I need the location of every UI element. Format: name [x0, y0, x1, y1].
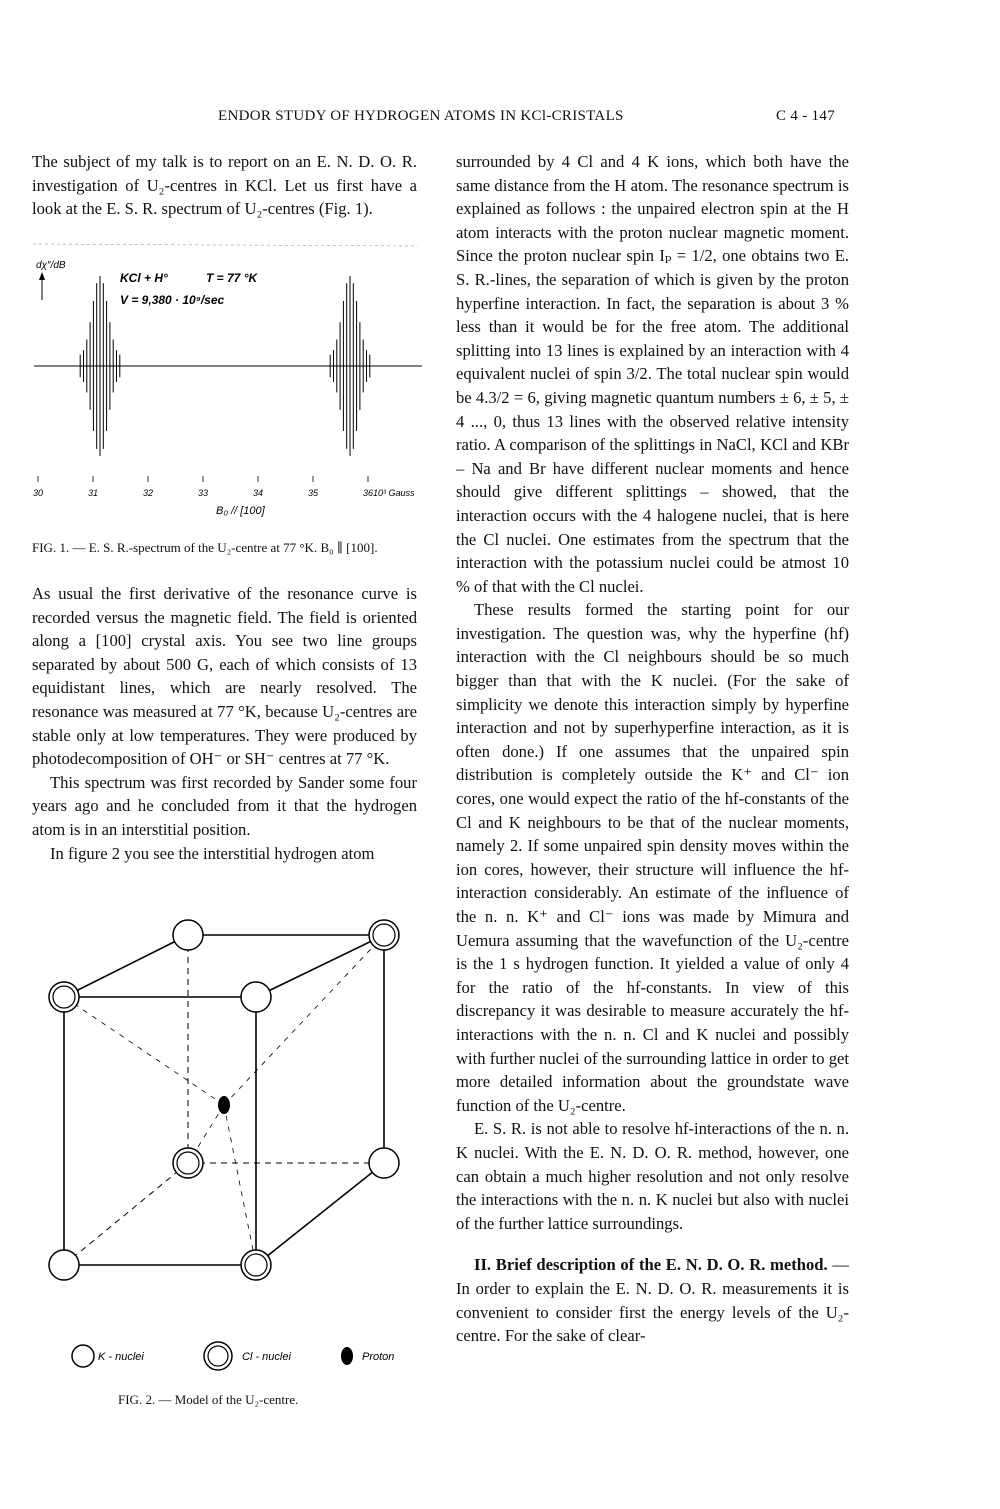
paragraph: This spectrum was first recorded by Sander some four years ago and he concluded from it that the hydrogen atom is in an interstitial position. [32, 772, 417, 839]
right-column [456, 150, 849, 1348]
cl-nucleus-circle [369, 1148, 399, 1178]
k-legend-label: K - nuclei [98, 1351, 144, 1363]
x-tick-label: 30 [33, 488, 44, 498]
field-orientation-label: B₀ // [100] [216, 505, 265, 517]
x-tick-label: 32 [143, 488, 154, 498]
figure2-legend [72, 1342, 394, 1370]
cl-nucleus-circle [49, 1250, 79, 1280]
cl-nucleus-circle [241, 982, 271, 1012]
page-number: C 4 - 147 [776, 108, 835, 124]
cl-nucleus-circle [173, 920, 203, 950]
running-title: ENDOR STUDY OF HYDROGEN ATOMS IN KCl-CRISTALS [218, 108, 624, 124]
field-axis-ticks [33, 476, 373, 498]
running-header [0, 108, 1000, 132]
left-column-intro [32, 150, 417, 221]
paragraph: The subject of my talk is to report on an E. N. D. O. R. investigation of U₂-centres in KCl. Let us first have a look at the E. S. R. spectrum of U₂-centres (Fig. 1). [32, 152, 417, 219]
paragraph: As usual the first derivative of the resonance curve is recorded versus the magnetic field. The field is oriented along a [100] crystal axis. You see two line groups separated by about 500 G, each of which consists of 13 equidistant lines, which are nearly resolved. The resonance was measured at 77 °K, because U₂-centres are stable only at low temperatures. They were produced by photodecomposition of OH⁻ or SH⁻ centres at 77 °K. [32, 584, 417, 769]
proton-legend-symbol [341, 1347, 353, 1365]
left-column-body [32, 582, 417, 865]
paragraph: In figure 2 you see the interstitial hydrogen atom [50, 843, 375, 863]
x-tick-label: 36 [363, 488, 374, 498]
frequency-label: V = 9,380 · 10⁹/sec [120, 293, 225, 307]
proton-legend-label: Proton [362, 1351, 395, 1363]
x-tick-label: 35 [308, 488, 319, 498]
figure2-caption: FIG. 2. — Model of the U₂-centre. [118, 1392, 299, 1407]
y-axis-label: dχ″/dB [36, 260, 66, 271]
x-tick-label: 34 [253, 488, 264, 498]
figure1-caption: FIG. 1. — E. S. R.-spectrum of the U₂-centre at 77 °K. B₀ ∥ [100]. [32, 540, 378, 555]
x-tick-label: 31 [88, 488, 99, 498]
proton-dot [218, 1096, 230, 1114]
paragraph: surrounded by 4 Cl and 4 K ions, which both have the same distance from the H atom. The resonance spectrum is explained as follows : the unpaired electron spin at the H atom interacts with the proton nuclear magnetic moment. Since the proton nuclear spin Iₚ = 1/2, one obtains two E. S. R.-lines, the separation of which is given by the proton hyperfine interaction. In fact, the separation is about 3 % less than it would be for the free atom. The additional splitting into 13 lines is explained by an interaction with 4 equivalent nuclei of spin 3/2. The total nuclear spin would be 4.3/2 = 6, giving magnetic quantum numbers ± 6, ± 5, ± 4 ..., 0, thus 13 lines with the observed relative intensity ratio. A comparison of the splittings in NaCl, KCl and KBr – Na and Br have different nuclear moments and hence should give different splittings – showed, that the interaction occurs with the 4 halogene nuclei, that is here the Cl nuclei. One estimates from the spectrum that the interaction with the potassium nuclei could be atmost 10 % of that with the Cl nuclei. [456, 152, 849, 596]
x-tick-label: 33 [198, 488, 209, 498]
paragraph: These results formed the starting point for our investigation. The question was, why the hyperfine (hf) interaction with the Cl neighbours should be so much bigger than that with the K nuclei. (For the sake of simplicity we denote this interaction simply by hyperfine interaction and not by superhyperfine interaction, as it is often done.) If one assumes that the unpaired spin distribution is completely outside the K⁺ and Cl⁻ ion cores, one would expect the ratio of the hf-constants of the Cl and K neighbours to be that of the nuclear moments, namely 2. If some unpaired spin density moves within the ion cores, however, their structure will influence the hf-interaction considerably. An estimate of the influence of the n. n. K⁺ and Cl⁻ ions was made by Mimura and Uemura assuming that the wavefunction of the U₂-centre is the 1 s hydrogen function. It yielded a value of only 4 for the ratio of the hf-constants. In view of this discrepancy it was desirable to measure accurately the hf-interactions with the n. n. Cl and K nuclei and possibly with further nuclei of the surrounding lattice in order to get more detailed information about the groundstate wave function of the U₂-centre. [456, 600, 849, 1115]
section-heading: II. Brief description of the E. N. D. O. R. method. [474, 1255, 828, 1275]
esr-spectrum-figure [28, 238, 422, 528]
u2-centre-model-figure [32, 905, 422, 1375]
section-heading-paragraph [456, 1253, 849, 1347]
section-text: — In order to explain the E. N. D. O. R. measurements it is convenient to consider first the energy levels of the U₂-centre. For the sake of clear- [456, 1255, 849, 1346]
x-axis-unit: 10³ Gauss [373, 488, 415, 498]
sample-label: KCl + H° [120, 271, 168, 285]
paragraph: E. S. R. is not able to resolve hf-interactions of the n. n. K nuclei. With the E. N. D. O. R. method, however, one can obtain a much higher resolution and not only resolve the interactions with the n. n. K nuclei but also with nuclei of the further lattice surroundings. [456, 1119, 849, 1233]
cl-legend-label: Cl - nuclei [242, 1351, 291, 1363]
k-legend-symbol [72, 1345, 94, 1367]
temperature-label: T = 77 °K [206, 271, 258, 285]
